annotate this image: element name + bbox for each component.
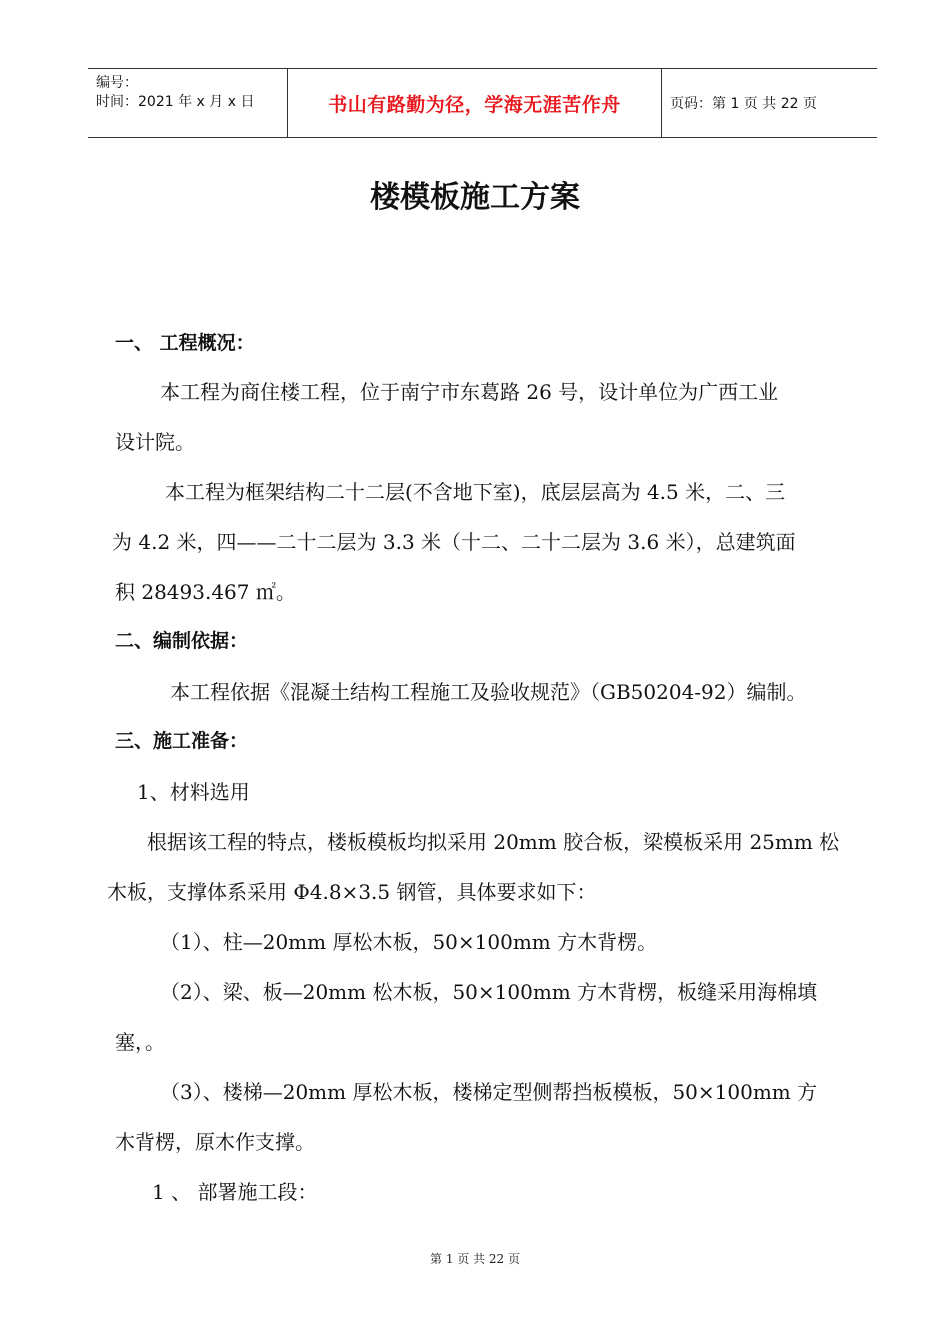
- document-title: 楼模板施工方案: [370, 180, 580, 215]
- paragraph-line: 设计院。: [115, 430, 195, 454]
- time-label: 时间：2021 年 x 月 x 日: [96, 94, 255, 110]
- section-heading-basis: 二、编制依据：: [115, 630, 249, 652]
- header-meta-cell: [88, 69, 288, 137]
- paragraph-line: 木板，支撑体系采用 Φ4.8×3.5 钢管，具体要求如下：: [107, 880, 597, 904]
- header-motto-cell: [288, 69, 662, 137]
- list-item: （1）、柱—20mm 厚松木板，50×100mm 方木背楞。: [160, 930, 658, 954]
- paragraph-line: 塞，。: [115, 1030, 165, 1054]
- page-info: 页码：第 1 页 共 22 页: [670, 96, 817, 112]
- paragraph-line: 本工程为商住楼工程，位于南宁市东葛路 26 号，设计单位为广西工业: [160, 380, 779, 404]
- page-header: [88, 68, 877, 138]
- section-heading-preparation: 三、施工准备：: [115, 730, 249, 752]
- header-page-cell: [662, 69, 877, 137]
- list-item: （2）、梁、板—20mm 松木板，50×100mm 方木背楞，板缝采用海棉填: [160, 980, 818, 1004]
- list-item: 1 、 部署施工段：: [152, 1180, 318, 1204]
- motto: 书山有路勤为径，学海无涯苦作舟: [328, 93, 621, 116]
- list-item: （3）、楼梯—20mm 厚松木板，楼梯定型侧帮挡板模板，50×100mm 方: [160, 1080, 818, 1104]
- section-heading-overview: 一、 工程概况：: [115, 332, 255, 354]
- paragraph-line: 木背楞，原木作支撑。: [115, 1130, 315, 1154]
- paragraph-line: 本工程为框架结构二十二层(不含地下室)，底层层高为 4.5 米，二、三: [165, 480, 786, 504]
- paragraph-line: 为 4.2 米，四——二十二层为 3.3 米（十二、二十二层为 3.6 米），总建筑面: [112, 530, 796, 554]
- page-footer: 第 1 页 共 22 页: [430, 1252, 520, 1266]
- paragraph-line: 本工程依据《混凝土结构工程施工及验收规范》（GB50204-92）编制。: [170, 680, 807, 704]
- paragraph-line: 积 28493.467 ㎡。: [115, 580, 296, 604]
- number-label: 编号：: [96, 75, 138, 91]
- list-item: 1、材料选用: [137, 780, 250, 804]
- paragraph-line: 根据该工程的特点，楼板模板均拟采用 20mm 胶合板，梁模板采用 25mm 松: [147, 830, 840, 854]
